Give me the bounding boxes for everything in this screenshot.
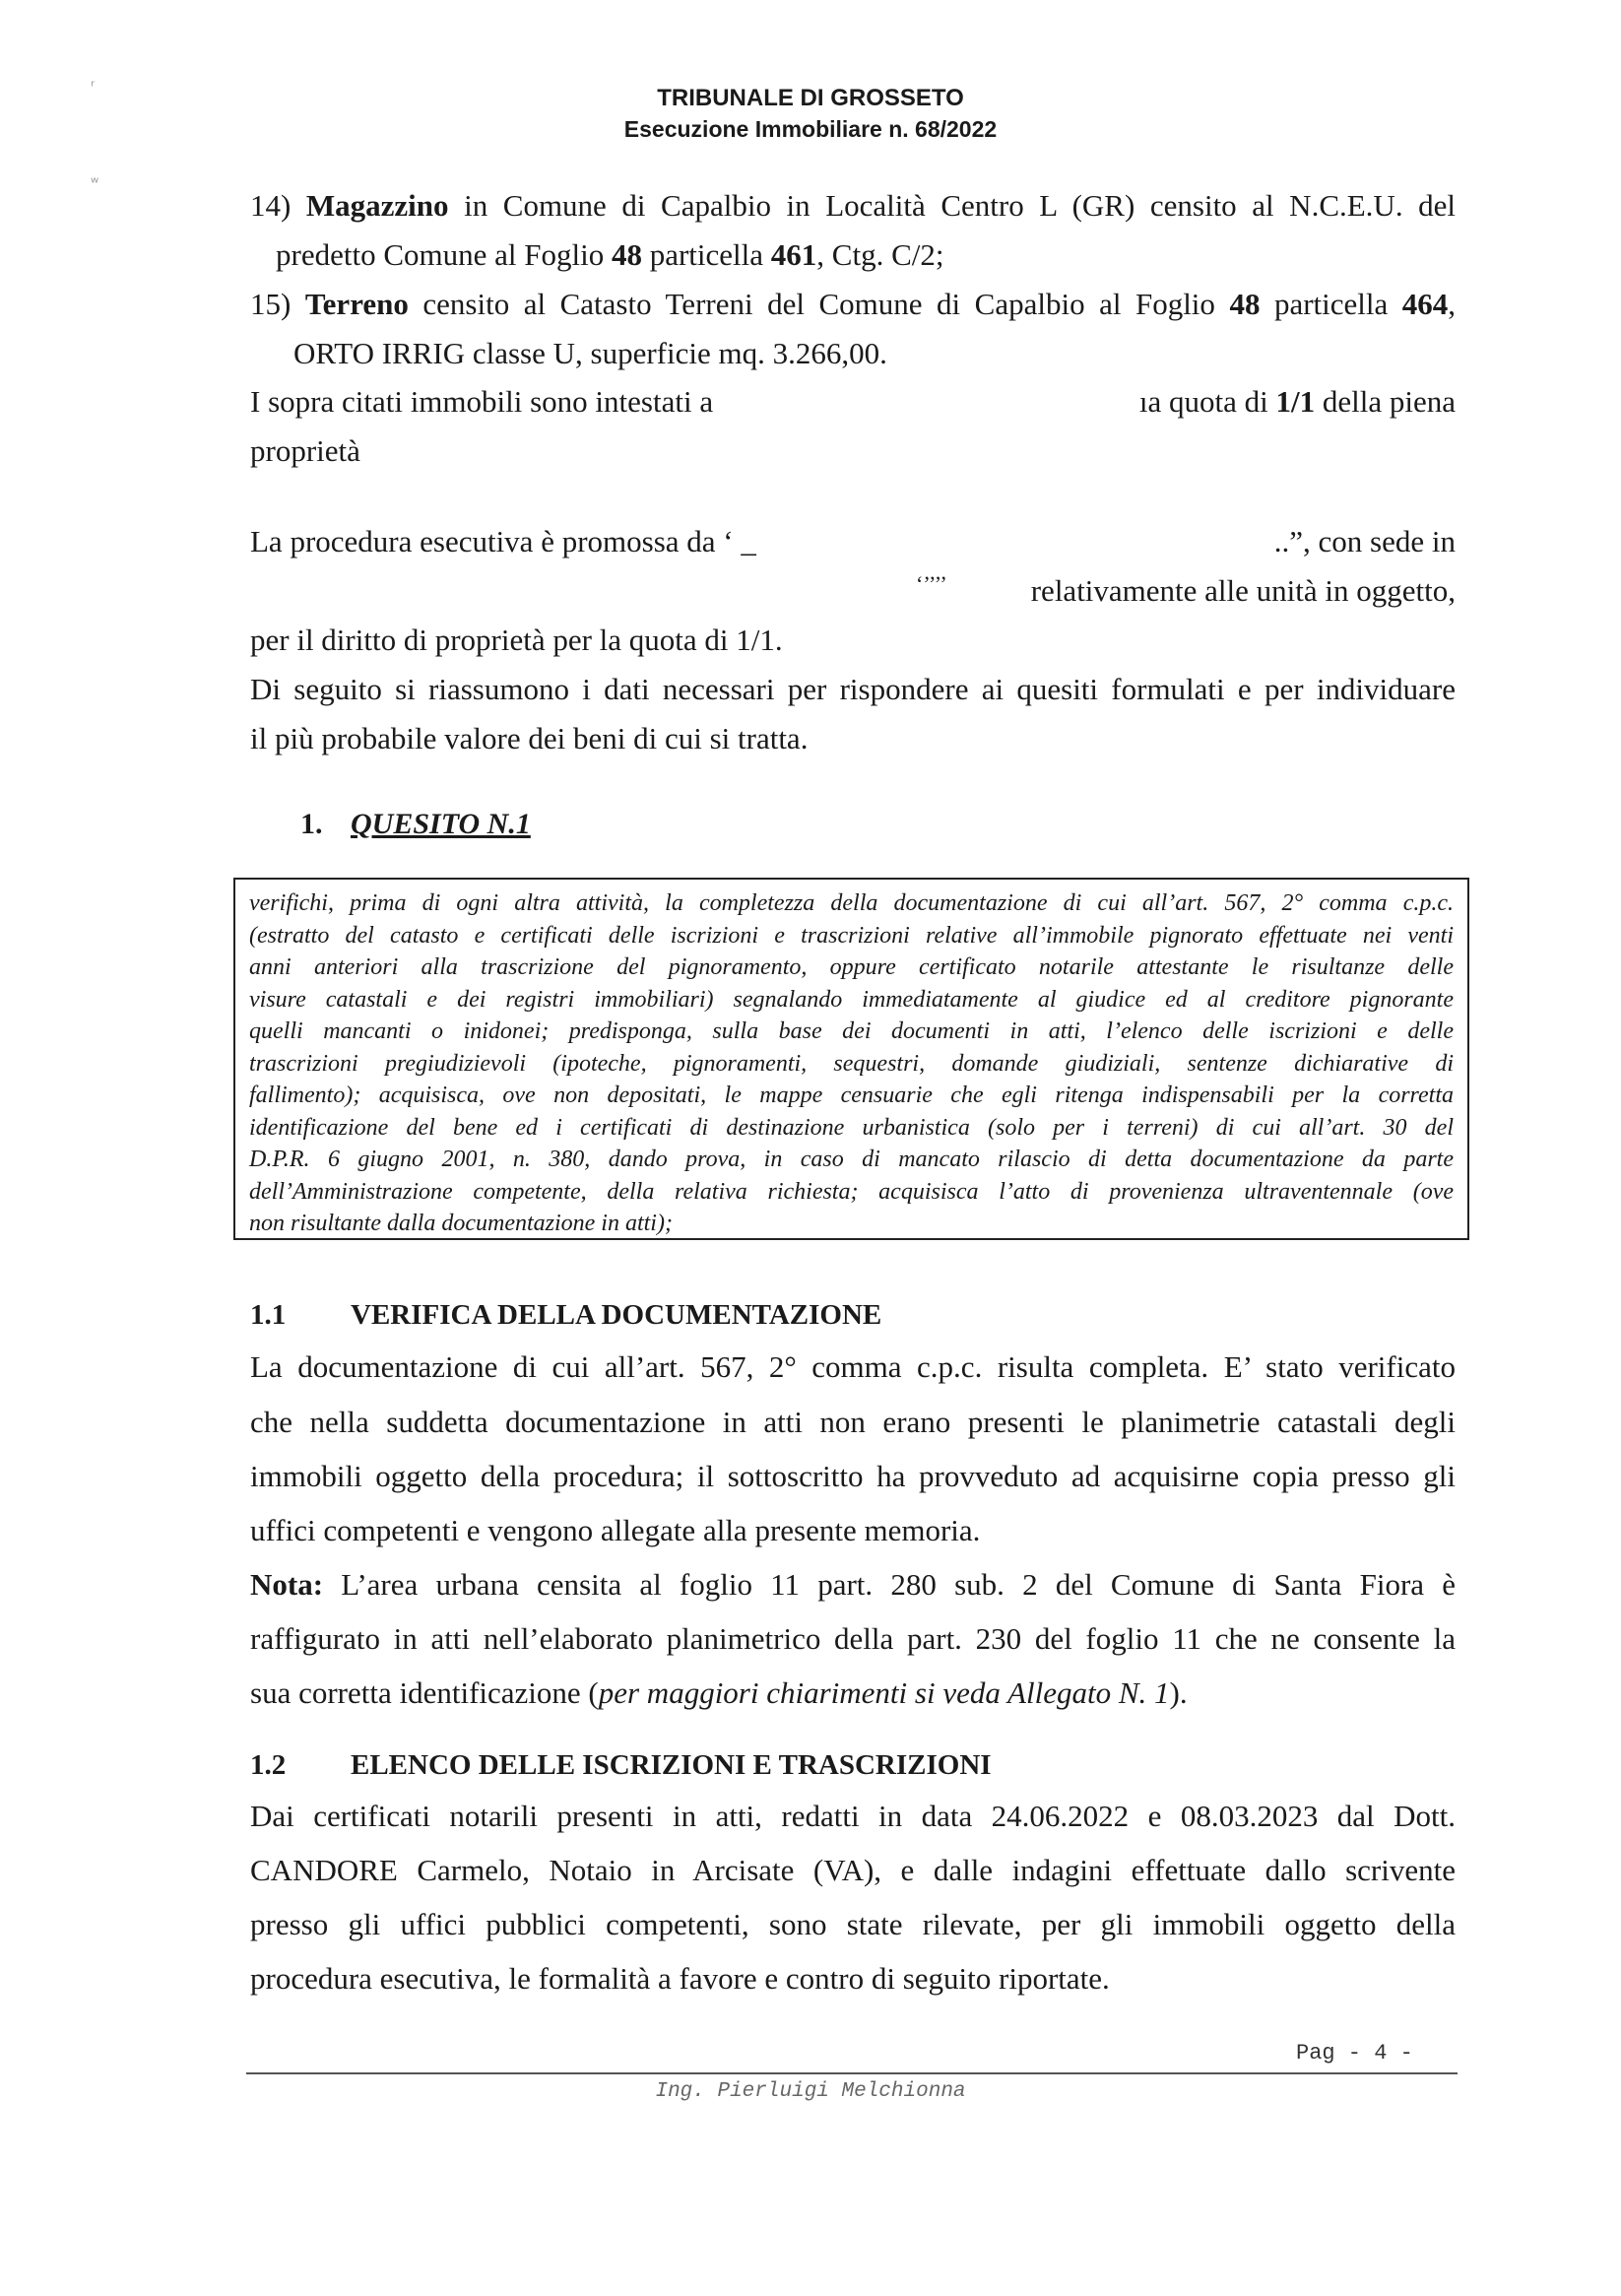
- quesito-line: visure catastali e dei registri immobiliari) segnalando immediatamente al giudice ed al creditore pignorante: [249, 986, 1454, 1013]
- quesito-line: D.P.R. 6 giugno 2001, n. 380, dando prova, in caso di mancato rilascio di detta documentazione da parte: [249, 1147, 1454, 1172]
- section-1-1-line: che nella suddetta documentazione in atti non erano presenti le planimetrie catastali degli: [250, 1405, 1456, 1439]
- ownership-line-1b: ıa quota di 1/1 della piena: [1138, 384, 1456, 419]
- section-1-2-line: Dai certificati notarili presenti in atti, redatti in data 24.06.2022 e 08.03.2023 dal Dott.: [250, 1799, 1456, 1833]
- section-1-1-line: uffici competenti e vengono allegate alla presente memoria.: [250, 1513, 981, 1547]
- quesito-line: anni anteriori alla trascrizione del pignoramento, oppure certificato notarile attestante le risultanze delle: [249, 954, 1454, 980]
- section-1-1-line: La documentazione di cui all’art. 567, 2° comma c.p.c. risulta completa. E’ stato verificato: [250, 1349, 1456, 1384]
- court-header: TRIBUNALE DI GROSSETO: [657, 85, 964, 111]
- procedure-line-5: il più probabile valore dei beni di cui si tratta.: [250, 721, 809, 755]
- section-1-1-title: VERIFICA DELLA DOCUMENTAZIONE: [351, 1299, 882, 1331]
- quesito-text-box: [233, 878, 1469, 1240]
- procedure-line-1b: ..”, con sede in: [1273, 524, 1456, 558]
- item-15-line-1: 15) Terreno censito al Catasto Terreni del Comune di Capalbio al Foglio 48 particella 464,: [250, 287, 1457, 321]
- scan-mark: ʳ: [91, 77, 96, 96]
- quesito-line: non risultante dalla documentazione in atti);: [249, 1211, 673, 1236]
- procedure-line-3: per il diritto di proprietà per la quota di 1/1.: [250, 623, 783, 657]
- item-15-type: Terreno: [304, 287, 409, 321]
- quesito-line: quelli mancanti o inidonei; predisponga, sulla base dei documenti in atti, l’elenco delle iscrizioni e delle: [249, 1018, 1454, 1044]
- section-1-2-line: procedura esecutiva, le formalità a favore e contro di seguito riportate.: [250, 1961, 1110, 1996]
- footer-divider: [246, 2072, 1458, 2074]
- page-number: Pag - 4 -: [1296, 2041, 1413, 2066]
- case-number: Esecuzione Immobiliare n. 68/2022: [623, 116, 998, 142]
- scan-mark: ʷ: [91, 173, 99, 192]
- ownership-line-1a: I sopra citati immobili sono intestati a: [250, 384, 714, 419]
- item-14-line-1: 14) Magazzino in Comune di Capalbio in Località Centro L (GR) censito al N.C.E.U. del: [250, 188, 1456, 223]
- procedure-line-1a: La procedura esecutiva è promossa da ‘ _: [250, 524, 756, 558]
- quesito-line: trascrizioni pregiudizievoli (ipoteche, pignoramenti, sequestri, domande giudiziali, sentenze dichiarative di: [249, 1050, 1454, 1077]
- section-1-1-line: immobili oggetto della procedura; il sottoscritto ha provveduto ad acquisirne copia presso gli: [250, 1459, 1456, 1493]
- quesito-line: verifichi, prima di ogni altra attività, la completezza della documentazione di cui all’art. 567, 2° comma c.p.c.: [249, 890, 1454, 916]
- item-15-line-2: ORTO IRRIG classe U, superficie mq. 3.266,00.: [293, 336, 887, 370]
- section-1-1-number: 1.1: [250, 1299, 287, 1331]
- quesito-line: identificazione del bene ed i certificati di destinazione urbanistica (solo per i terreni) di cui all’art. 30 del: [249, 1114, 1454, 1141]
- procedure-line-2a: ‘’’’’: [916, 571, 947, 596]
- section-1-2-number: 1.2: [250, 1749, 287, 1781]
- procedure-line-4: Di seguito si riassumono i dati necessari per rispondere ai quesiti formulati e per individuare: [250, 672, 1456, 706]
- procedure-line-2b: relativamente alle unità in oggetto,: [1030, 573, 1456, 608]
- section-1-2-title: ELENCO DELLE ISCRIZIONI E TRASCRIZIONI: [351, 1749, 992, 1781]
- item-14-line-2: predetto Comune al Foglio 48 particella 461, Ctg. C/2;: [276, 237, 944, 272]
- nota-line-2: raffigurato in atti nell’elaborato planimetrico della part. 230 del foglio 11 che ne consente la: [250, 1621, 1456, 1656]
- section-1-2-line: presso gli uffici pubblici competenti, sono state rilevate, per gli immobili oggetto della: [250, 1907, 1456, 1941]
- nota-line-1: Nota: L’area urbana censita al foglio 11 part. 280 sub. 2 del Comune di Santa Fiora è: [250, 1567, 1456, 1602]
- nota-line-3: sua corretta identificazione (per maggiori chiarimenti si veda Allegato N. 1).: [250, 1675, 1188, 1710]
- section-1-2-line: CANDORE Carmelo, Notaio in Arcisate (VA), e dalle indagini effettuate dallo scrivente: [250, 1853, 1456, 1887]
- footer-author: Ing. Pierluigi Melchionna: [655, 2080, 966, 2103]
- nota-label: Nota:: [250, 1567, 324, 1602]
- quesito-title: QUESITO N.1: [351, 808, 531, 840]
- item-14-type: Magazzino: [305, 188, 449, 223]
- ownership-line-2: proprietà: [250, 433, 360, 468]
- quesito-line: fallimento); acquisisca, ove non depositati, le mappe censuarie che egli ritenga indispensabili per la corretta: [249, 1082, 1454, 1108]
- quesito-line: dell’Amministrazione competente, della relativa richiesta; acquisisca l’atto di provenienza ultraventennale (ove: [249, 1178, 1454, 1205]
- quesito-line: (estratto del catasto e certificati delle iscrizioni e trascrizioni relative all’immobile pignorato effettuate nei venti: [249, 922, 1454, 949]
- quesito-number: 1.: [300, 808, 323, 840]
